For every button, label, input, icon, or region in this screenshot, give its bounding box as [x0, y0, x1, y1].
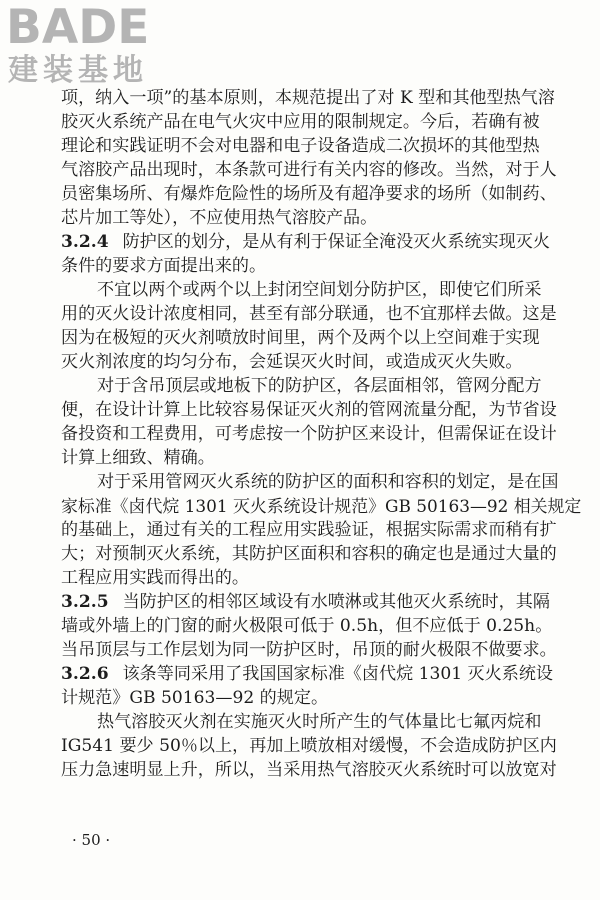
site-logo — [6, 2, 176, 88]
text-line — [61, 350, 583, 374]
section-number: 3.2.5 — [61, 592, 109, 612]
text-line — [61, 686, 583, 710]
line-text: 热气溶胶灭火剂在实施灭火时所产生的气体量比七氟丙烷和 — [97, 712, 542, 732]
text-line — [61, 110, 583, 134]
body-text — [61, 86, 583, 782]
text-line — [61, 542, 583, 566]
section-number: 3.2.4 — [61, 232, 109, 252]
line-text: 工程应用实践而得出的。 — [61, 568, 250, 588]
line-text: 胶灭火系统产品在电气火灾中应用的限制规定。今后，若确有被 — [61, 112, 540, 132]
line-text: 用的灭火设计浓度相同，甚至有部分联通，也不宜那样去做。这是 — [61, 304, 557, 324]
text-line — [61, 374, 583, 398]
logo-text-en: BADE — [6, 0, 150, 55]
line-text: 压力急速明显上升，所以，当采用热气溶胶灭火系统时可以放宽对 — [61, 760, 557, 780]
text-line — [61, 278, 583, 302]
line-text: 芯片加工等处），不应使用热气溶胶产品。 — [61, 208, 378, 228]
line-text: 灭火剂浓度的均匀分布，会延误灭火时间，或造成灭火失败。 — [61, 352, 523, 372]
text-line — [61, 254, 583, 278]
line-text: IG541 要少 50％以上，再加上喷放相对缓慢，不会造成防护区内 — [61, 736, 557, 756]
text-line — [61, 326, 583, 350]
line-text: 条件的要求方面提出来的。 — [61, 256, 267, 276]
text-line — [61, 662, 583, 686]
text-line — [61, 206, 583, 230]
text-line — [61, 446, 583, 470]
text-line — [61, 758, 583, 782]
text-line — [61, 398, 583, 422]
line-text: 当防护区的相邻区域设有水喷淋或其他灭火系统时，其隔 — [122, 592, 550, 612]
line-text: 因为在极短的灭火剂喷放时间里，两个及两个以上空间难于实现 — [61, 328, 540, 348]
line-text: 家标准《卤代烷 1301 灭火系统设计规范》GB 50163—92 相关规定 — [61, 496, 582, 516]
text-line — [61, 518, 583, 542]
text-line — [61, 182, 583, 206]
line-text: 备投资和工程费用，可考虑按一个防护区来设计，但需保证在设计 — [61, 424, 557, 444]
line-text: 该条等同采用了我国国家标准《卤代烷 1301 灭火系统设 — [122, 664, 554, 684]
text-line — [61, 734, 583, 758]
text-line — [61, 470, 583, 494]
text-line — [61, 614, 583, 638]
line-text: 对于含吊顶层或地板下的防护区，各层面相邻，管网分配方 — [97, 376, 542, 396]
line-text: 对于采用管网灭火系统的防护区的面积和容积的划定，是在国 — [97, 472, 559, 492]
line-text: 防护区的划分，是从有利于保证全淹没灭火系统实现灭火 — [122, 232, 550, 252]
line-text: 墙或外墙上的门窗的耐火极限可低于 0.5h，但不应低于 0.25h。 — [61, 616, 553, 636]
text-line — [61, 158, 583, 182]
text-line — [61, 422, 583, 446]
text-line — [61, 134, 583, 158]
section-number: 3.2.6 — [61, 664, 109, 684]
text-line — [61, 590, 583, 614]
line-text: 便，在设计计算上比较容易保证灭火剂的管网流量分配，为节省设 — [61, 400, 557, 420]
line-text: 计算上细致、精确。 — [61, 448, 215, 468]
page-number: · 50 · — [72, 831, 111, 849]
text-line — [61, 86, 583, 110]
line-text: 计规范》GB 50163—92 的规定。 — [61, 688, 329, 708]
line-text: 员密集场所、有爆炸危险性的场所及有超净要求的场所（如制药、 — [61, 184, 557, 204]
line-text: 当吊顶层与工作层划为同一防护区时，吊顶的耐火极限不做要求。 — [61, 640, 557, 660]
line-text: 理论和实践证明不会对电器和电子设备造成二次损坏的其他型热 — [61, 136, 540, 156]
text-line — [61, 230, 583, 254]
text-line — [61, 494, 583, 518]
line-text: 项，纳入一项”的基本原则，本规范提出了对 K 型和其他型热气溶 — [61, 88, 555, 108]
line-text: 气溶胶产品出现时，本条款可进行有关内容的修改。当然，对于人 — [61, 160, 557, 180]
logo-text-cn: 建装基地 — [8, 53, 148, 88]
line-text: 不宜以两个或两个以上封闭空间划分防护区，即使它们所采 — [97, 280, 542, 300]
line-text: 的基础上，通过有关的工程应用实践验证，根据实际需求而稍有扩 — [61, 520, 557, 540]
line-text: 大；对预制灭火系统，其防护区面积和容积的确定也是通过大量的 — [61, 544, 557, 564]
text-line — [61, 710, 583, 734]
text-line — [61, 566, 583, 590]
text-line — [61, 302, 583, 326]
text-line — [61, 638, 583, 662]
